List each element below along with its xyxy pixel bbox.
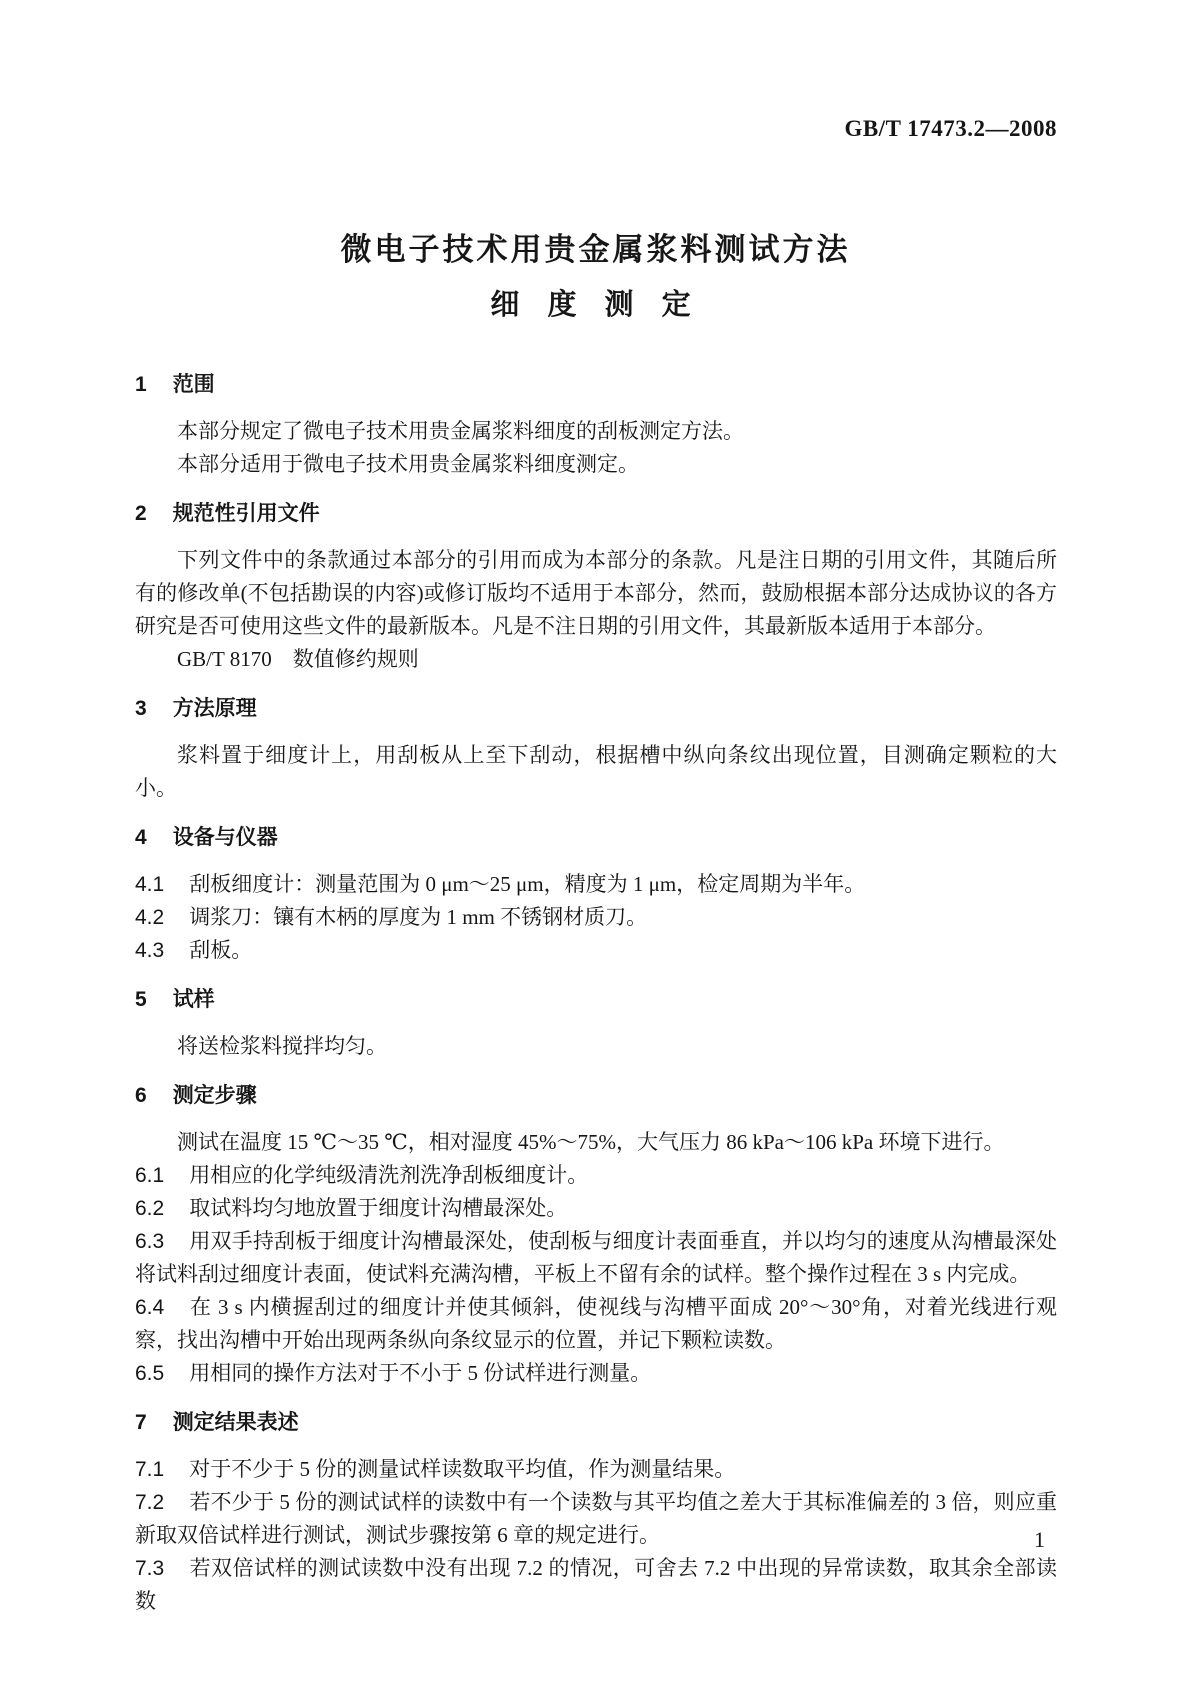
clause-item [135, 1552, 1057, 1618]
section-title: 范围 [172, 373, 215, 396]
clause-text: 用双手持刮板于细度计沟槽最深处，使刮板与细度计表面垂直，并以均匀的速度从沟槽最深处将试料刮过细度计表面，使试料充满沟槽，平板上不留有余的试样。整个操作过程在 3 s 内完成。 [135, 1229, 1057, 1286]
clause-number: 7.3 [135, 1557, 165, 1580]
clause-item [135, 1486, 1057, 1552]
section-number: 5 [135, 988, 147, 1011]
clause-item [135, 1192, 1057, 1225]
section-title: 测定结果表述 [172, 1411, 299, 1434]
clause-number: 6.2 [135, 1197, 165, 1220]
section-heading-normative-references [135, 497, 1057, 530]
clause-text: 在 3 s 内横握刮过的细度计并使其倾斜，使视线与沟槽平面成 20°～30°角，对着光线进行观察，找出沟槽中开始出现两条纵向条纹显示的位置，并记下颗粒读数。 [135, 1295, 1057, 1352]
section-title: 设备与仪器 [172, 826, 278, 849]
section-title: 规范性引用文件 [172, 502, 320, 525]
section-number: 4 [135, 826, 147, 849]
clause-text: 若双倍试样的测试读数中没有出现 7.2 的情况，可舍去 7.2 中出现的异常读数，取其余全部读数 [135, 1556, 1057, 1613]
document-body [135, 368, 1057, 1618]
clause-item [135, 901, 1057, 934]
standard-code: GB/T 17473.2—2008 [844, 116, 1057, 141]
clause-text: 刮板。 [189, 938, 253, 962]
section-number: 7 [135, 1411, 147, 1434]
paragraph: 将送检浆料搅拌均匀。 [177, 1034, 387, 1058]
clause-text: 调浆刀：镶有木柄的厚度为 1 mm 不锈钢材质刀。 [189, 905, 648, 929]
reference-entry: GB/T 8170 数值修约规则 [177, 647, 419, 671]
clause-number: 6.5 [135, 1362, 165, 1385]
clause-item [135, 934, 1057, 967]
section-title: 测定步骤 [172, 1084, 257, 1107]
page-number: 1 [1034, 1527, 1045, 1552]
clause-number: 6.1 [135, 1164, 165, 1187]
clause-number: 7.1 [135, 1458, 165, 1481]
section-heading-equipment [135, 821, 1057, 854]
clause-item [135, 1357, 1057, 1390]
clause-item [135, 1453, 1057, 1486]
document-subtitle: 细 度 测 定 [490, 289, 701, 321]
paragraph: 本部分适用于微电子技术用贵金属浆料细度测定。 [177, 452, 639, 476]
section-number: 3 [135, 697, 147, 720]
paragraph: 测试在温度 15 ℃～35 ℃，相对湿度 45%～75%，大气压力 86 kPa～106 kPa 环境下进行。 [177, 1130, 1005, 1154]
document-title-block [0, 224, 1191, 323]
section-title: 试样 [172, 988, 215, 1011]
clause-number: 4.2 [135, 906, 165, 929]
section-heading-sample [135, 983, 1057, 1016]
clause-text: 取试料均匀地放置于细度计沟槽最深处。 [189, 1196, 568, 1220]
clause-text: 用相应的化学纯级清洗剂洗净刮板细度计。 [189, 1163, 589, 1187]
clause-text: 刮板细度计：测量范围为 0 μm～25 μm，精度为 1 μm，检定周期为半年。 [189, 872, 866, 896]
clause-number: 4.1 [135, 873, 165, 896]
clause-text: 用相同的操作方法对于不小于 5 份试样进行测量。 [189, 1361, 652, 1385]
clause-item [135, 1225, 1057, 1291]
section-heading-procedure [135, 1079, 1057, 1112]
clause-number: 7.2 [135, 1491, 165, 1514]
paragraph: 下列文件中的条款通过本部分的引用而成为本部分的条款。凡是注日期的引用文件，其随后所有的修改单(不包括勘误的内容)或修订版均不适用于本部分，然而，鼓励根据本部分达成协议的各方研究是否可使用这些文件的最新版本。凡是不注日期的引用文件，其最新版本适用于本部分。 [135, 548, 1057, 638]
paragraph: 浆料置于细度计上，用刮板从上至下刮动，根据槽中纵向条纹出现位置，目测确定颗粒的大小。 [135, 743, 1057, 800]
section-number: 6 [135, 1084, 147, 1107]
section-title: 方法原理 [172, 697, 257, 720]
document-title: 微电子技术用贵金属浆料测试方法 [340, 232, 851, 267]
paragraph: 本部分规定了微电子技术用贵金属浆料细度的刮板测定方法。 [177, 419, 744, 443]
section-number: 2 [135, 502, 147, 525]
clause-text: 若不少于 5 份的测试试样的读数中有一个读数与其平均值之差大于其标准偏差的 3 倍，则应重新取双倍试样进行测试，测试步骤按第 6 章的规定进行。 [135, 1490, 1057, 1547]
clause-number: 4.3 [135, 939, 165, 962]
clause-text: 对于不少于 5 份的测量试样读数取平均值，作为测量结果。 [189, 1457, 736, 1481]
clause-item [135, 868, 1057, 901]
section-heading-principle [135, 692, 1057, 725]
clause-number: 6.4 [135, 1296, 165, 1319]
section-heading-results [135, 1406, 1057, 1439]
section-heading-scope [135, 368, 1057, 401]
clause-number: 6.3 [135, 1230, 165, 1253]
section-number: 1 [135, 373, 147, 396]
clause-item [135, 1291, 1057, 1357]
clause-item [135, 1159, 1057, 1192]
